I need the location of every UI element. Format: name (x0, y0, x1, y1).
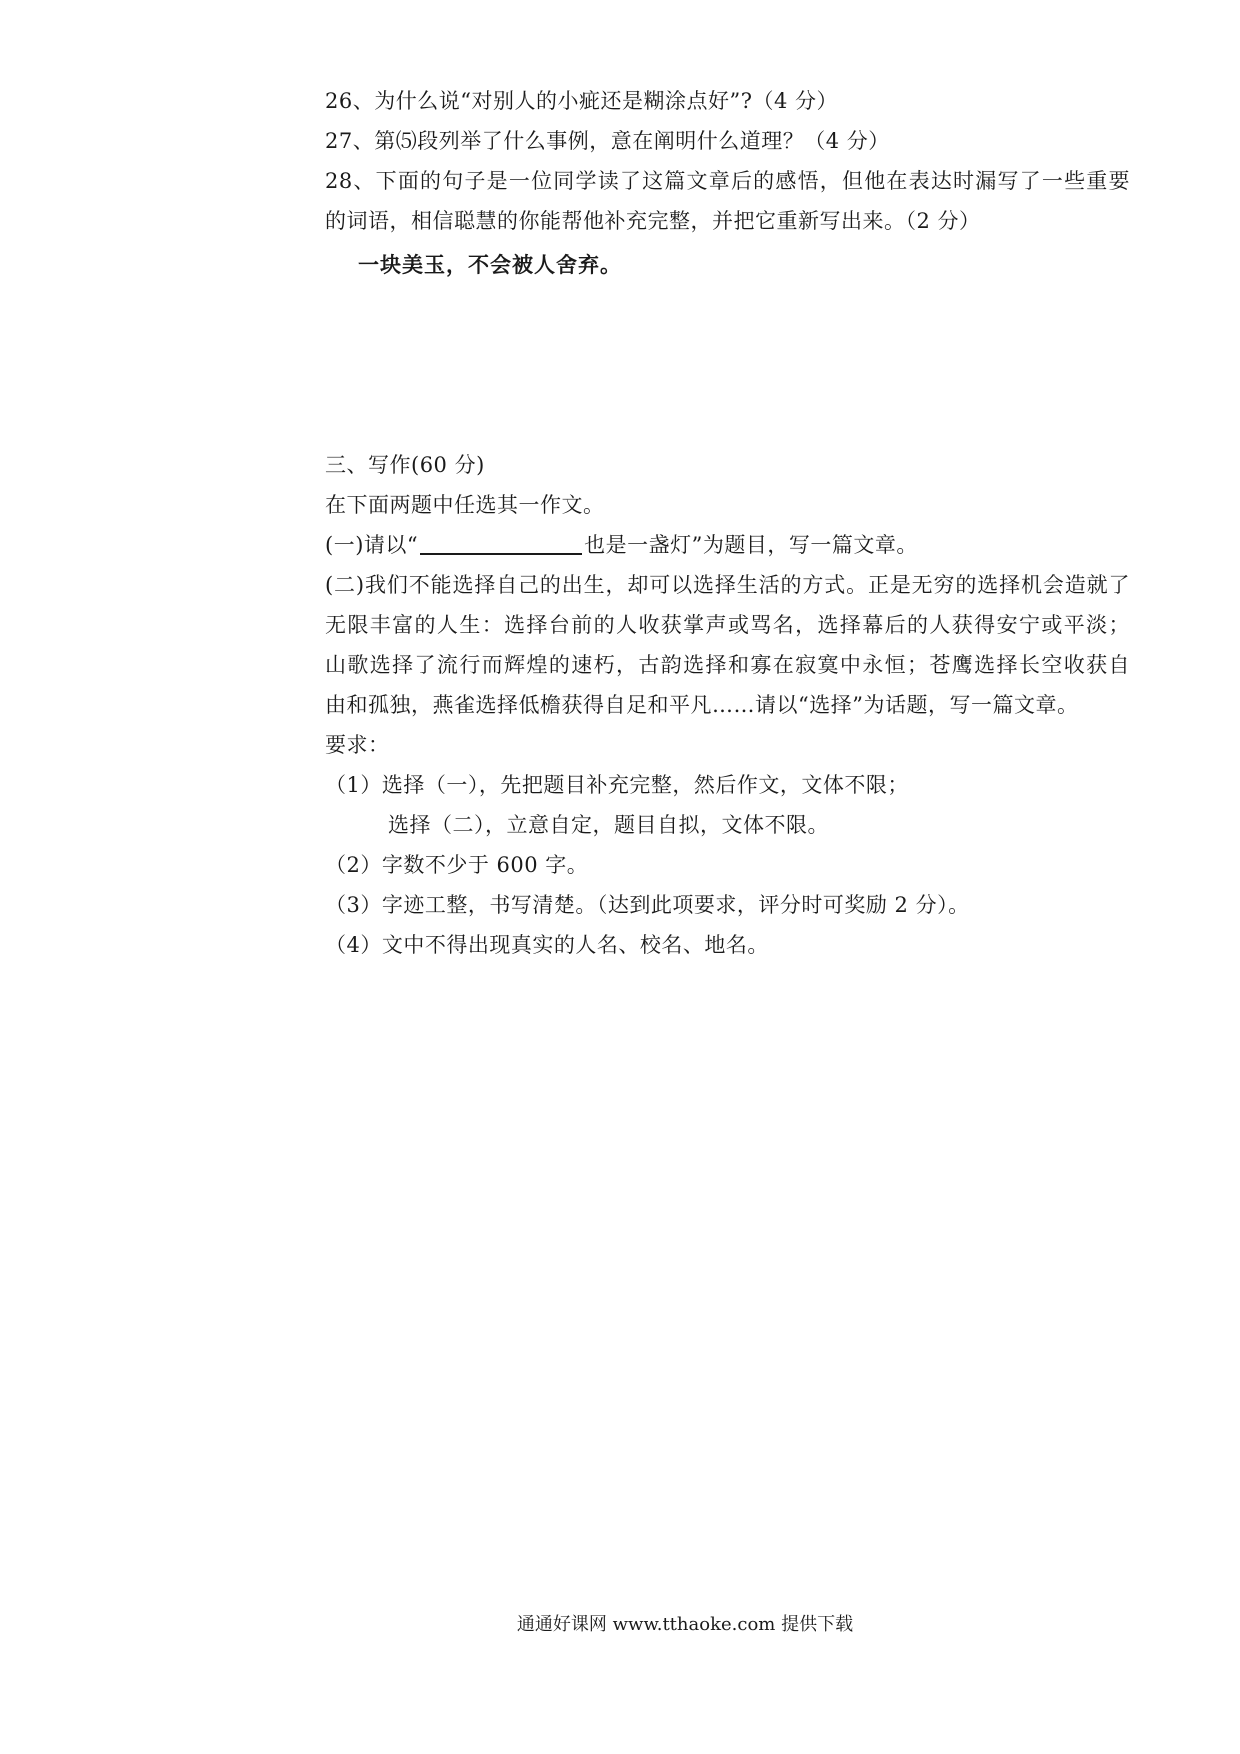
question-28-line-2: 的词语，相信聪慧的你能帮他补充完整，并把它重新写出来。（2 分） (325, 209, 981, 233)
requirement-2: （2）字数不少于 600 字。 (325, 853, 589, 877)
requirement-1b: 选择（二），立意自定，题目自拟，文体不限。 (388, 813, 829, 837)
writing-option-2-line-3: 山歌选择了流行而辉煌的速朽，古韵选择和寡在寂寞中永恒；苍鹰选择长空收获自 (325, 653, 1130, 677)
requirement-3: （3）字迹工整，书写清楚。（达到此项要求，评分时可奖励 2 分）。 (325, 893, 970, 917)
question-27: 27、第⑸段列举了什么事例，意在阐明什么道理？（4 分） (325, 129, 890, 153)
requirement-1a: （1）选择（一），先把题目补充完整，然后作文，文体不限； (325, 773, 909, 797)
writing-option-2-line-4: 由和孤独，燕雀选择低檐获得自足和平凡……请以“选择”为话题，写一篇文章。 (325, 693, 1079, 717)
option-1-suffix: 也是一盏灯”为题目，写一篇文章。 (584, 533, 918, 557)
question-26: 26、为什么说“对别人的小疵还是糊涂点好”?（4 分） (325, 89, 838, 113)
footer-source: 通通好课网 www.tthaoke.com 提供下载 (516, 1614, 854, 1635)
question-28-line-1: 28、下面的句子是一位同学读了这篇文章后的感悟，但他在表达时漏写了一些重要 (325, 169, 1130, 193)
option-1-prefix: (一)请以“ (325, 533, 419, 557)
question-28-sentence: 一块美玉，不会被人舍弃。 (358, 253, 622, 277)
writing-option-2-line-1: (二)我们不能选择自己的出生，却可以选择生活的方式。正是无穷的选择机会造就了 (325, 573, 1130, 597)
writing-heading: 三、写作(60 分) (325, 453, 485, 477)
title-blank (420, 531, 582, 555)
requirement-4: （4）文中不得出现真实的人名、校名、地名。 (325, 933, 769, 957)
requirements-label: 要求： (325, 733, 390, 757)
writing-option-1 (325, 530, 918, 560)
writing-option-2-line-2: 无限丰富的人生：选择台前的人收获掌声或骂名，选择幕后的人获得安宁或平淡； (325, 613, 1130, 637)
writing-instruction: 在下面两题中任选其一作文。 (325, 493, 605, 517)
